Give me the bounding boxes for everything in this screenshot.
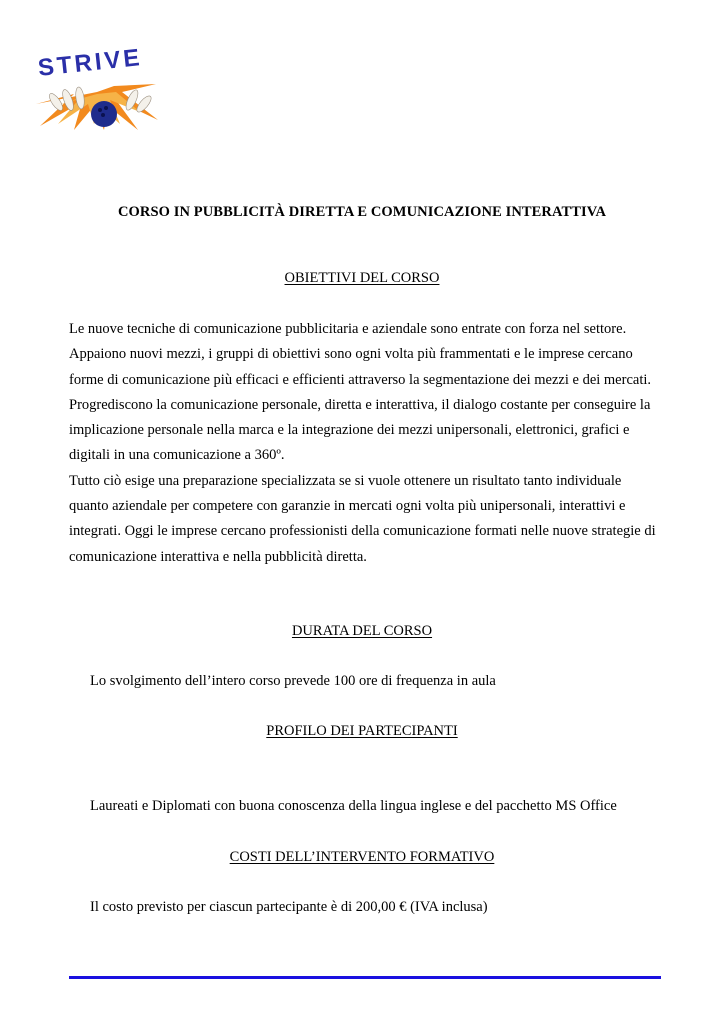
objectives-text	[69, 317, 659, 570]
objectives-paragraph-1: Le nuove tecniche di comunicazione pubblicitaria e aziendale sono entrate con forza nel settore. Appaiono nuovi mezzi, i gruppi di obiettivi sono ogni volta più frammentati e le imprese cercano forme di comunicazione più efficaci e efficienti attraverso la segmentazione dei mezzi e dei mercati. Progrediscono la comunicazione personale, diretta e interattiva, il dialogo costante per conseguire la implicazione personale nella marca e la integrazione dei mezzi unipersonali, elettronici, grafici e digitali in una comunicazione a 360º.	[69, 321, 652, 464]
svg-text:STRIVE: STRIVE	[36, 44, 144, 82]
footer-rule	[69, 976, 661, 979]
profile-text: Laureati e Diplomati con buona conoscenza della lingua inglese e del pacchetto MS Office	[90, 798, 617, 814]
duration-heading: DURATA DEL CORSO	[291, 623, 433, 639]
objectives-paragraph-2: Tutto ciò esige una preparazione specializzata se si vuole ottenere un risultato tanto individuale quanto aziendale per competere con garanzie in mercati ogni volta più unipersonali, interattivi e integrati. Oggi le imprese cercano professionisti della comunicazione formati nelle nuove strategie di comunicazione interattiva e nella pubblicità diretta.	[69, 472, 656, 565]
costs-heading: COSTI DELL’INTERVENTO FORMATIVO	[229, 849, 495, 865]
objectives-heading: OBIETTIVI DEL CORSO	[284, 270, 440, 286]
duration-text: Lo svolgimento dell’intero corso prevede 100 ore di frequenza in aula	[90, 673, 496, 689]
course-title: CORSO IN PUBBLICITÀ DIRETTA E COMUNICAZIONE INTERATTIVA	[117, 204, 607, 220]
bowling-pins-logo-icon	[34, 44, 160, 130]
costs-text: Il costo previsto per ciascun partecipante è di 200,00 € (IVA inclusa)	[90, 899, 488, 915]
strive-logo	[34, 44, 160, 130]
profile-heading: PROFILO DEI PARTECIPANTI	[266, 723, 458, 739]
